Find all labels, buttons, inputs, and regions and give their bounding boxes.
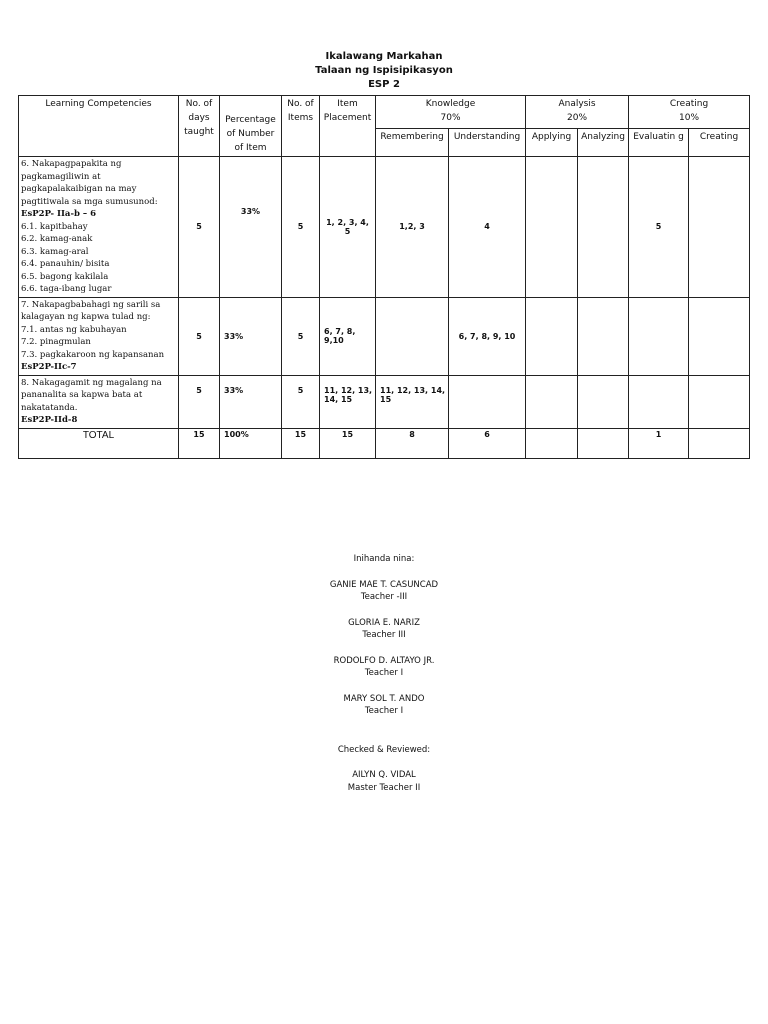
days-cell: 5 (179, 375, 220, 428)
header-no-of-items: No. of Items (282, 96, 320, 157)
prepared-by-label: Inihanda nina: (353, 554, 415, 564)
evaluating-cell (629, 297, 689, 375)
preparer-name: GANIE MAE T. CASUNCAD (329, 579, 439, 590)
items-cell: 5 (282, 157, 320, 298)
sub-competency: 6.1. kapitbahay (21, 221, 88, 232)
header-creating (629, 96, 750, 129)
sub-competency: 7.1. antas ng kabuhayan (21, 324, 127, 335)
sub-competency: 6.2. kamag-anak (21, 234, 93, 244)
table-row (19, 375, 750, 428)
creating-label: Creating (669, 99, 709, 109)
percentage-cell: 33% (220, 297, 282, 375)
subheader-evaluating: Evaluatin g (629, 129, 689, 157)
specification-table (18, 95, 750, 459)
header-learning-competencies: Learning Competencies (19, 96, 179, 157)
header-percentage: Percentage of Number of Item (220, 96, 282, 157)
preparer-name: RODOLFO D. ALTAYO JR. (333, 655, 435, 666)
header-days-taught: No. of days taught (179, 96, 220, 157)
total-analyzing (578, 428, 629, 458)
total-items: 15 (282, 428, 320, 458)
table-row (19, 157, 750, 298)
table-title: Talaan ng Ispisipikasyon (315, 65, 453, 76)
total-percentage: 100% (220, 428, 282, 458)
subheader-understanding: Understanding (449, 129, 526, 157)
preparer-name: GLORIA E. NARIZ (348, 617, 420, 628)
knowledge-label: Knowledge (425, 99, 476, 109)
analyzing-cell (578, 297, 629, 375)
competency-line: pagtitiwala sa mga sumusunod: (21, 196, 158, 207)
document-title-block (0, 50, 768, 92)
days-cell: 5 (179, 157, 220, 298)
sub-competency: 6.4. panauhin/ bisita (21, 259, 110, 269)
competency-line: 7. Nakapagbabahagi ng sarili sa (21, 299, 161, 310)
competency-line: 8. Nakagagamit ng magalang na (21, 377, 162, 388)
creating-cell (689, 297, 750, 375)
total-applying (526, 428, 578, 458)
total-placement: 15 (320, 428, 376, 458)
analysis-percent: 20% (567, 113, 588, 123)
subheader-analyzing: Analyzing (578, 129, 629, 157)
quarter-title: Ikalawang Markahan (325, 51, 443, 62)
sub-competency: 7.2. pinagmulan (21, 337, 91, 347)
preparer-title: Teacher I (364, 706, 404, 716)
competency-line: nakatatanda. (21, 402, 78, 413)
reviewed-by-label: Checked & Reviewed: (337, 744, 431, 755)
competency-cell (19, 297, 179, 375)
total-label: TOTAL (19, 428, 179, 458)
total-row (19, 428, 750, 458)
total-days: 15 (179, 428, 220, 458)
competency-line: 6. Nakapagpapakita ng (21, 159, 122, 169)
competency-code: EsP2P-IIc-7 (21, 362, 77, 372)
understanding-cell: 4 (449, 157, 526, 298)
competency-cell (19, 157, 179, 298)
preparer-name: MARY SOL T. ANDO (343, 693, 425, 704)
sub-competency: 6.6. taga-ibang lugar (21, 284, 112, 294)
competency-line: pananalita sa kapwa bata at (21, 390, 143, 400)
reviewer-name: AILYN Q. VIDAL (352, 770, 416, 780)
total-understanding: 6 (449, 428, 526, 458)
competency-line: kalagayan ng kapwa tulad ng: (21, 312, 151, 322)
header-item-placement: Item Placement (320, 96, 376, 157)
creating-percent: 10% (679, 113, 700, 123)
placement-cell: 1, 2, 3, 4, 5 (320, 157, 376, 298)
days-cell: 5 (179, 297, 220, 375)
preparer-title: Teacher I (364, 668, 404, 678)
analysis-label: Analysis (558, 99, 596, 109)
signatories-block (0, 553, 768, 794)
subheader-remembering: Remembering (376, 129, 449, 157)
competency-cell (19, 375, 179, 428)
evaluating-cell: 5 (629, 157, 689, 298)
competency-line: pagkamagiliwin at (21, 171, 101, 182)
reviewer-title: Master Teacher II (347, 782, 421, 793)
subject-title: ESP 2 (368, 79, 400, 90)
competency-code: EsP2P-IId-8 (21, 415, 78, 425)
header-analysis (526, 96, 629, 129)
competency-code: EsP2P- IIa-b – 6 (21, 209, 96, 219)
analyzing-cell (578, 157, 629, 298)
table-row (19, 297, 750, 375)
applying-cell (526, 375, 578, 428)
remembering-cell: 11, 12, 13, 14, 15 (376, 375, 449, 428)
applying-cell (526, 157, 578, 298)
preparer-title: Teacher -III (360, 592, 408, 602)
understanding-cell (449, 375, 526, 428)
remembering-cell (376, 297, 449, 375)
total-remembering: 8 (376, 428, 449, 458)
header-knowledge (376, 96, 526, 129)
sub-competency: 6.5. bagong kakilala (21, 271, 109, 282)
percentage-cell: 33% (220, 157, 282, 298)
applying-cell (526, 297, 578, 375)
remembering-cell: 1,2, 3 (376, 157, 449, 298)
evaluating-cell (629, 375, 689, 428)
total-creating (689, 428, 750, 458)
subheader-creating: Creating (689, 129, 750, 157)
analyzing-cell (578, 375, 629, 428)
creating-cell (689, 157, 750, 298)
items-cell: 5 (282, 375, 320, 428)
subheader-applying: Applying (526, 129, 578, 157)
creating-cell (689, 375, 750, 428)
preparer-title: Teacher III (362, 630, 406, 640)
sub-competency: 6.3. kamag-aral (21, 246, 89, 257)
percentage-cell: 33% (220, 375, 282, 428)
total-evaluating: 1 (629, 428, 689, 458)
sub-competency: 7.3. pagkakaroon ng kapansanan (21, 349, 165, 360)
placement-cell: 6, 7, 8, 9,10 (320, 297, 376, 375)
understanding-cell: 6, 7, 8, 9, 10 (449, 297, 526, 375)
placement-cell: 11, 12, 13, 14, 15 (320, 375, 376, 428)
items-cell: 5 (282, 297, 320, 375)
competency-line: pagkapalakaibigan na may (21, 184, 137, 194)
knowledge-percent: 70% (440, 113, 461, 123)
